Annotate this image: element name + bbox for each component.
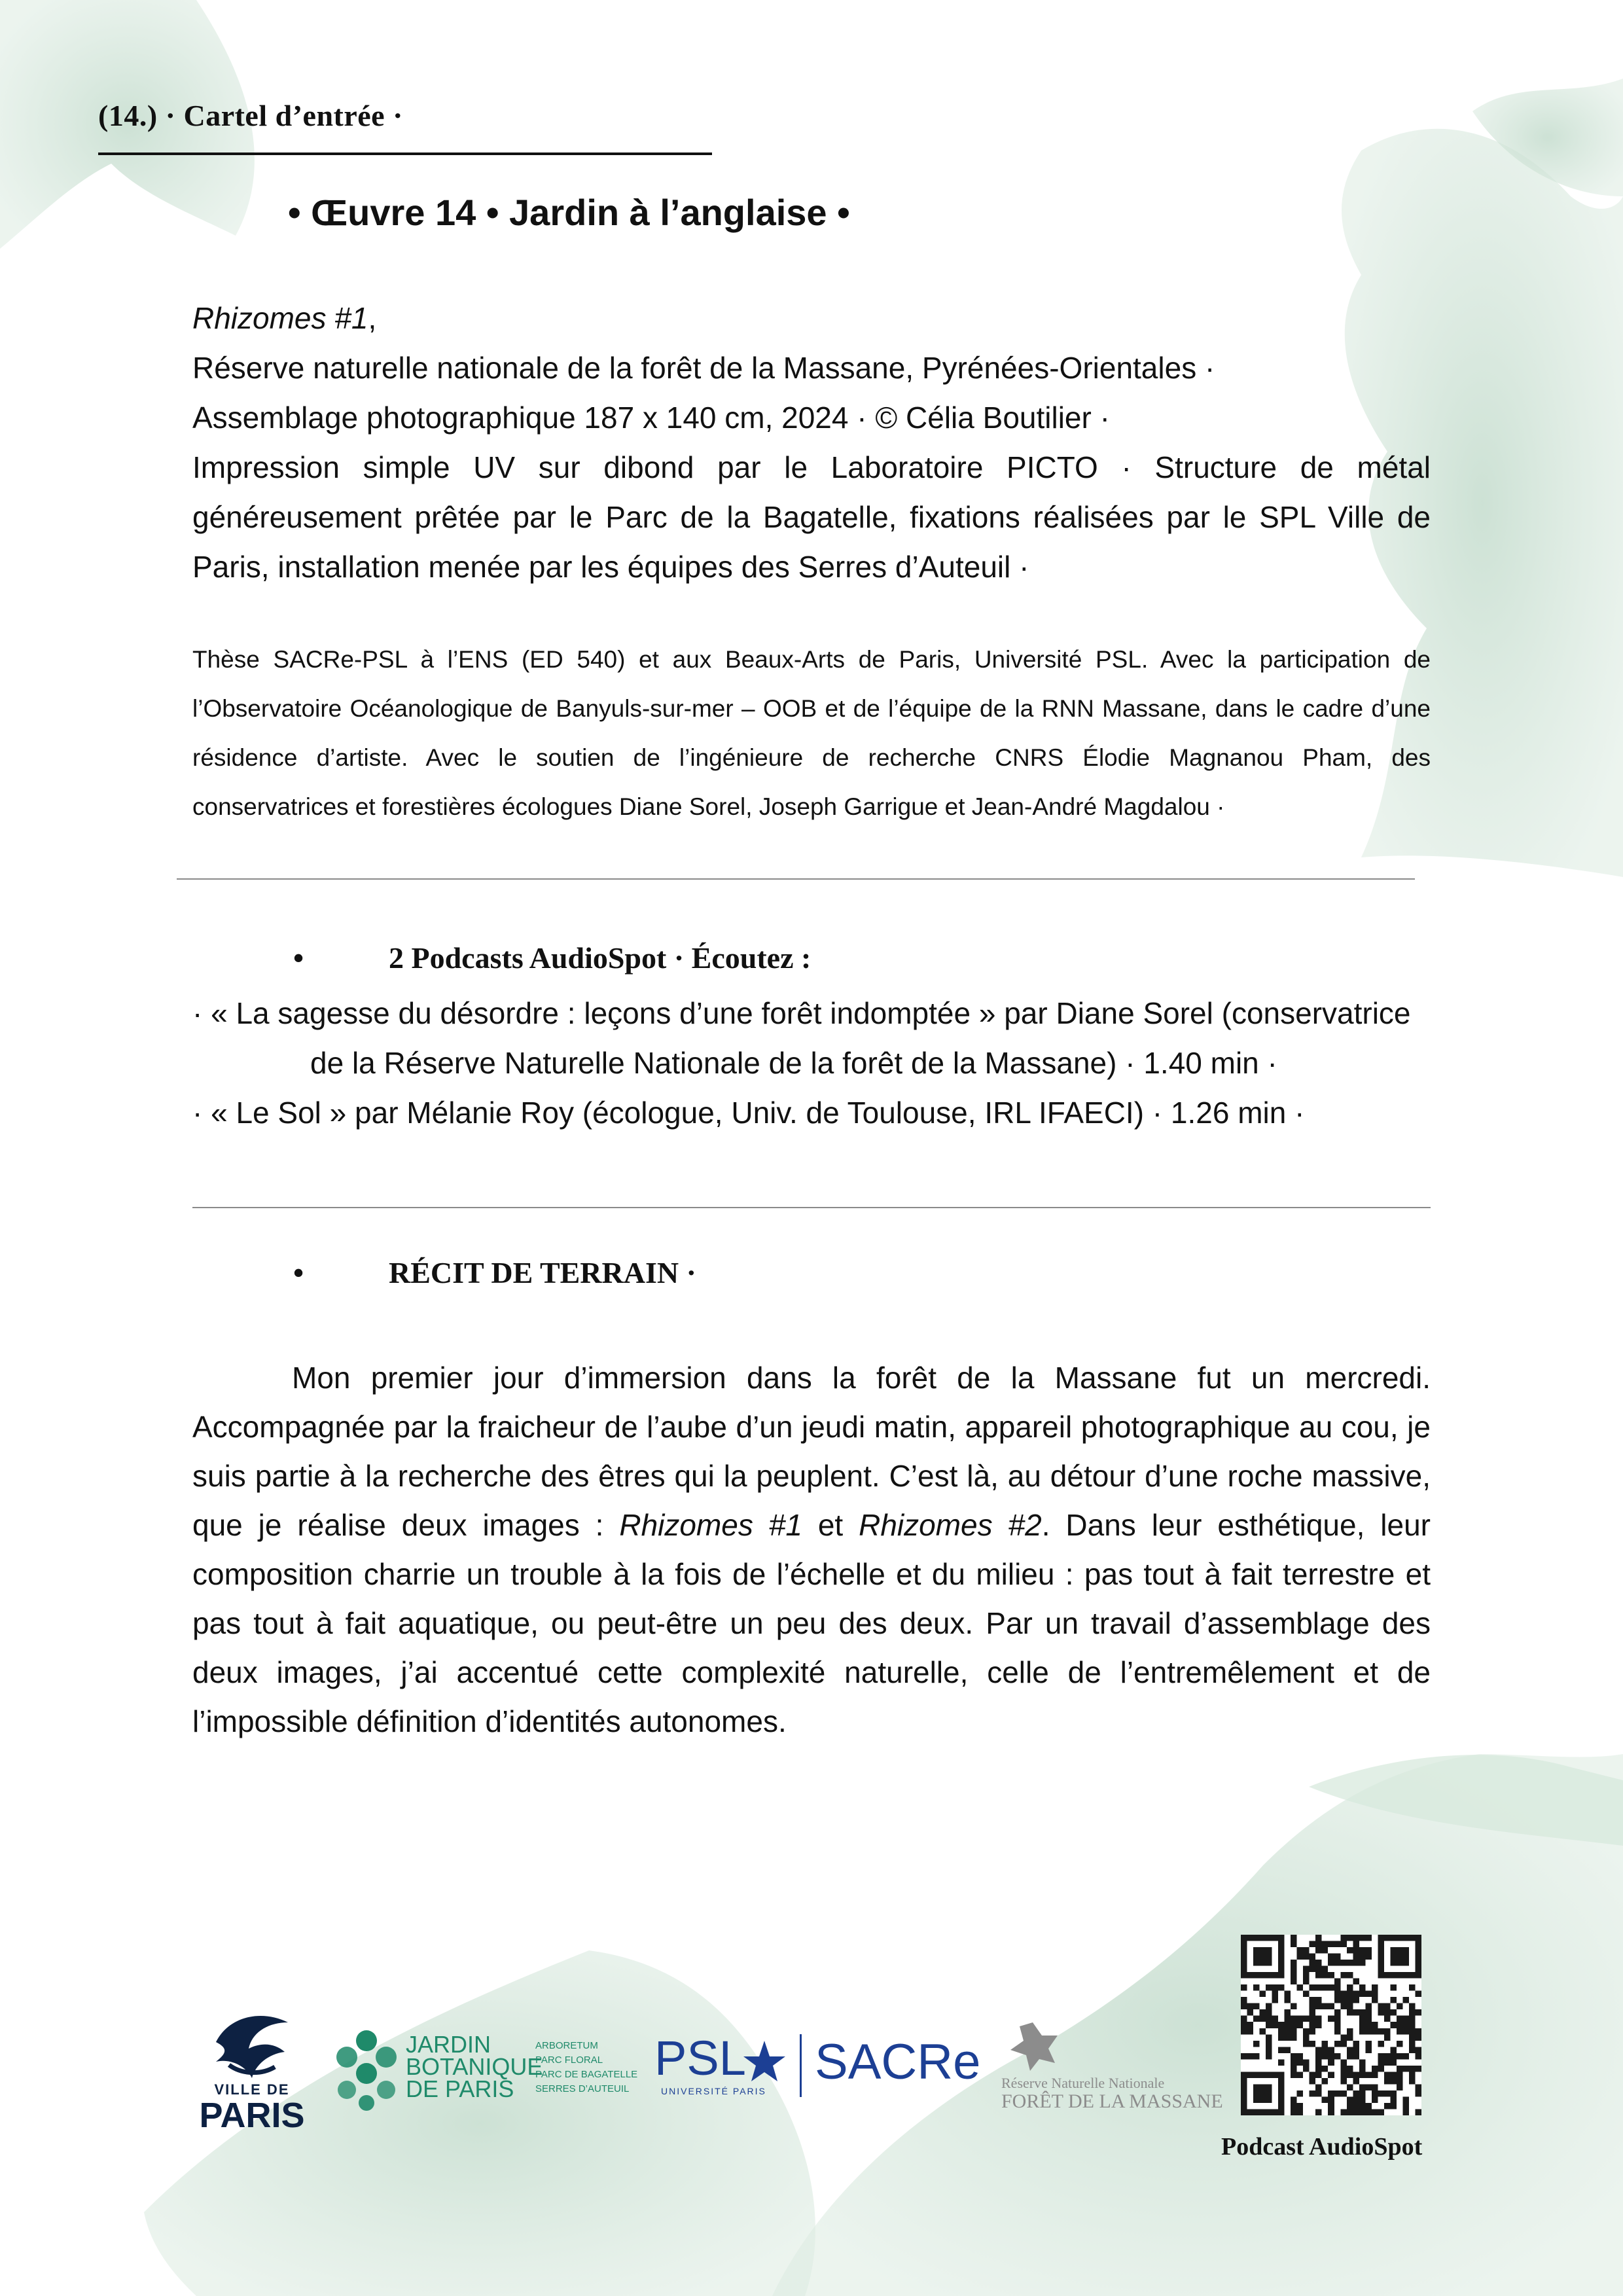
narrative-text-3: . Dans leur esthétique, leur composition charrie un trouble à la fois de l’échelle et du milieu : pas tout à fait terrestre et pas tout à fait aquatique, ou peut-être un peu des deux. Par un travail d’assemblage des deux images, j’ai accentué cette complexité naturelle, celle de l’entremêlement et de l’impossible définition d’identités autonomes. [192, 1508, 1431, 1738]
field-heading: RÉCIT DE TERRAIN · [389, 1256, 696, 1289]
podcast-item-1[interactable]: · « La sagesse du désordre : leçons d’une forêt indomptée » par Diane Sorel (conservatrice [192, 996, 1411, 1030]
page-title: • Œuvre 14 • Jardin à l’anglaise • [288, 192, 850, 233]
psl-star-icon [743, 2041, 785, 2081]
field-bullet: • [293, 1256, 304, 1289]
massane-logo-line-1: Réserve Naturelle Nationale [1001, 2075, 1165, 2091]
work-location: Réserve naturelle nationale de la forêt de la Massane, Pyrénées-Orientales · [192, 351, 1215, 385]
jardin-logo-sub-3: PARC DE BAGATELLE [535, 2069, 638, 2080]
jardin-logo-sub-4: SERRES D’AUTEUIL [535, 2083, 630, 2094]
field-narrative [192, 1354, 1431, 1746]
podcast-item-1-continued[interactable]: de la Réserve Naturelle Nationale de la forêt de la Massane) · 1.40 min · [310, 1046, 1277, 1080]
psl-sacre-logo [654, 2028, 982, 2106]
qr-caption: Podcast AudioSpot [1221, 2133, 1423, 2161]
podcasts-bullet: • [293, 941, 304, 975]
podcasts-heading: 2 Podcasts AudioSpot · Écoutez : [389, 941, 812, 975]
narrative-text-2: et [802, 1508, 859, 1542]
podcast-qr-code[interactable] [1241, 1935, 1421, 2115]
work-production: Impression simple UV sur dibond par le Laboratoire PICTO · Structure de métal généreusement prêtée par le Parc de la Bagatelle, fixations réalisées par le SPL Ville de Paris, installation menée par les équipes des Serres d’Auteuil · [192, 450, 1431, 584]
credits-block [192, 635, 1431, 831]
work-title-suffix: , [368, 301, 377, 335]
podcasts-list [192, 988, 1436, 1138]
jardin-logo-line-3: DE PARIS [406, 2075, 514, 2102]
paris-logo-main: PARIS [199, 2096, 305, 2134]
artwork-caption [192, 293, 1431, 592]
narrative-text-1: Mon premier jour d’immersion dans la forêt de la Massane fut un mercredi. Accompagnée par la fraicheur de l’aube d’un jeudi matin, appareil photographique au cou, je suis partie à la recherche des êtres qui la peuplent. C’est là, au détour d’une roche massive, que je réalise deux images : [192, 1361, 1431, 1542]
jardin-logo-sub-1: ARBORETUM [535, 2040, 598, 2051]
credits-text: Thèse SACRe-PSL à l’ENS (ED 540) et aux Beaux-Arts de Paris, Université PSL. Avec la participation de l’Observatoire Océanologique de Banyuls-sur-mer – OOB et de l’équipe de la RNN Massane, dans le cadre d’une résidence d’artiste. Avec le soutien de l’ingénieure de recherche CNRS Élodie Magnanou Pham, des conservatrices et forestières écologues Diane Sorel, Joseph Garrigue et Jean-André Magdalou · [192, 646, 1431, 820]
section-divider-2 [192, 1207, 1431, 1208]
podcast-item-2[interactable]: · « Le Sol » par Mélanie Roy (écologue, Univ. de Toulouse, IRL IFAECI) · 1.26 min · [192, 1096, 1305, 1130]
massane-logo [1001, 2016, 1224, 2114]
section-divider-1 [177, 878, 1415, 880]
jardin-logo-sub-2: PARC FLORAL [535, 2054, 603, 2066]
ville-de-paris-logo [190, 2003, 314, 2134]
narrative-paragraph [192, 1354, 1431, 1746]
narrative-em-2: Rhizomes #2 [859, 1508, 1042, 1542]
jardin-logo-line-1: JARDIN [406, 2031, 491, 2058]
narrative-em-1: Rhizomes #1 [619, 1508, 802, 1542]
header-rule [98, 152, 712, 155]
massane-emblem-icon [1010, 2022, 1058, 2071]
cartel-header: (14.) · Cartel d’entrée · [98, 99, 403, 132]
jardin-logo-line-2: BOTANIQUE [406, 2053, 543, 2080]
work-technique: Assemblage photographique 187 x 140 cm, 2024 · © Célia Boutilier · [192, 401, 1110, 435]
psl-logo-sub: UNIVERSITÉ PARIS [661, 2086, 766, 2096]
paris-logo-top: VILLE DE [214, 2081, 290, 2098]
sacre-logo: SACRe [815, 2034, 981, 2090]
jardin-botanique-logo [327, 2021, 641, 2113]
massane-logo-line-2: FORÊT DE LA MASSANE [1001, 2090, 1223, 2112]
psl-logo-main: PSL [654, 2031, 746, 2085]
work-title: Rhizomes #1 [192, 301, 368, 335]
